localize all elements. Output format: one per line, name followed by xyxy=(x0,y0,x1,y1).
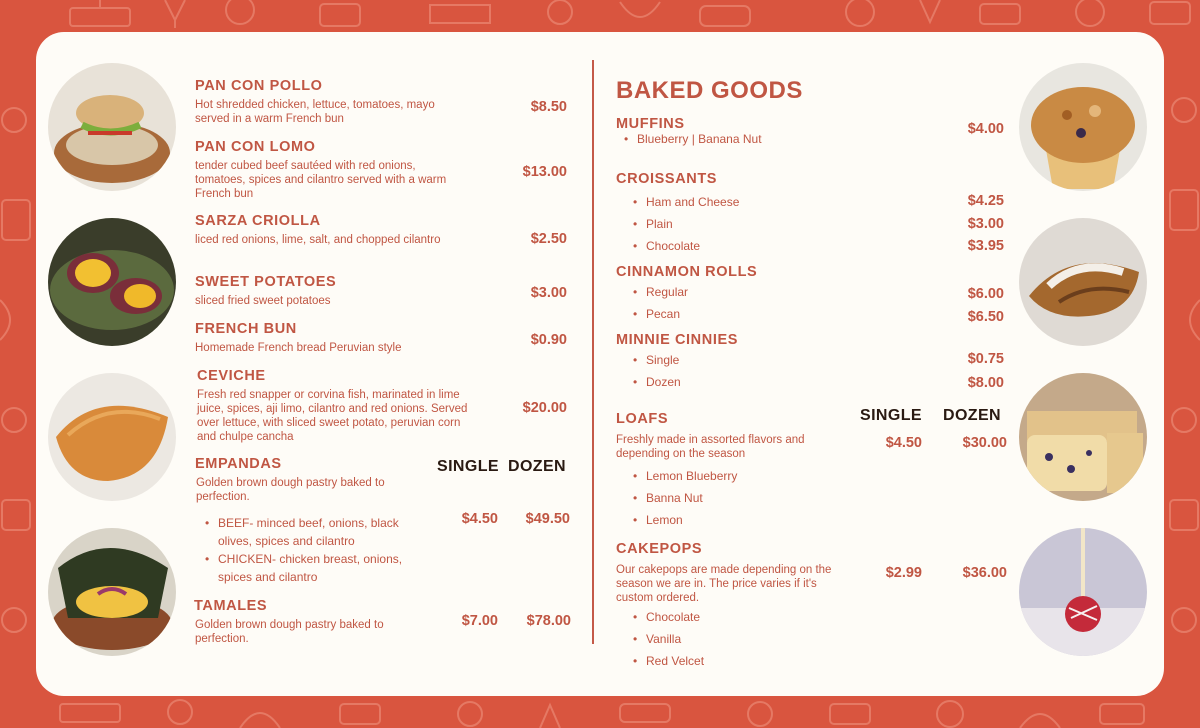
loafs-price-single: $4.50 xyxy=(885,435,922,451)
minnie-bullet-single: • Single xyxy=(646,353,679,367)
cinnamon-bullet-pecan: • Pecan xyxy=(646,307,680,321)
tamale-photo xyxy=(48,528,176,656)
cakepop-photo xyxy=(1019,528,1147,656)
sweet-potato-photo xyxy=(48,218,176,346)
item-price-sweet-potatoes: $3.00 xyxy=(530,285,567,301)
minnie-price-single: $0.75 xyxy=(967,351,1004,367)
item-name-french-bun: FRENCH BUN xyxy=(195,321,297,337)
muffins-price: $4.00 xyxy=(967,121,1004,137)
item-desc-french-bun: Homemade French bread Peruvian style xyxy=(195,342,402,354)
croissant-photo xyxy=(1019,218,1147,346)
item-name-muffins: MUFFINS xyxy=(616,116,685,132)
item-name-sarza-criolla: SARZA CRIOLLA xyxy=(195,213,321,229)
item-desc-pan-con-pollo: Hot shredded chicken, lettuce, tomatoes, mayo served in a warm French bun xyxy=(195,99,435,125)
item-desc-loafs: Freshly made in assorted flavors and depending on the season xyxy=(616,434,805,460)
item-desc-sweet-potatoes: sliced fried sweet potatoes xyxy=(195,295,331,307)
croissants-price-chocolate: $3.95 xyxy=(967,238,1004,254)
item-name-pan-con-lomo: PAN CON LOMO xyxy=(195,139,316,155)
cakepops-bullet-vanilla: • Vanilla xyxy=(646,632,681,646)
loaf-photo xyxy=(1019,373,1147,501)
tamales-price-single: $7.00 xyxy=(461,613,498,629)
cakepops-price-dozen: $36.00 xyxy=(962,565,1007,581)
column-header-dozen-right: DOZEN xyxy=(943,407,1001,424)
column-header-single-left: SINGLE xyxy=(437,458,499,475)
cakepops-bullet-red-velcet: • Red Velcet xyxy=(646,654,704,668)
croissants-price-ham-cheese: $4.25 xyxy=(967,193,1004,209)
loafs-bullet-banna-nut: • Banna Nut xyxy=(646,491,703,505)
muffins-bullet: • Blueberry | Banana Nut xyxy=(637,132,762,146)
item-price-french-bun: $0.90 xyxy=(530,332,567,348)
column-header-dozen-left: DOZEN xyxy=(508,458,566,475)
cakepops-bullet-chocolate: • Chocolate xyxy=(646,610,700,624)
item-desc-pan-con-lomo: tender cubed beef sautéed with red onions, tomatoes, spices and cilantro served with a warm French bun xyxy=(195,160,447,200)
croissants-bullet-ham-cheese: • Ham and Cheese xyxy=(646,195,739,209)
item-name-tamales: TAMALES xyxy=(194,598,268,614)
muffin-photo xyxy=(1019,63,1147,191)
empandas-price-single: $4.50 xyxy=(461,511,498,527)
cakepops-price-single: $2.99 xyxy=(885,565,922,581)
item-price-sarza-criolla: $2.50 xyxy=(530,231,567,247)
item-name-ceviche: CEVICHE xyxy=(197,368,266,384)
item-price-pan-con-pollo: $8.50 xyxy=(530,99,567,115)
cinnamon-bullet-regular: • Regular xyxy=(646,285,688,299)
croissants-price-plain: $3.00 xyxy=(967,216,1004,232)
minnie-price-dozen: $8.00 xyxy=(967,375,1004,391)
item-name-sweet-potatoes: SWEET POTATOES xyxy=(195,274,337,290)
minnie-bullet-dozen: • Dozen xyxy=(646,375,681,389)
sandwich-photo xyxy=(48,63,176,191)
loafs-bullet-lemon: • Lemon xyxy=(646,513,683,527)
croissants-bullet-chocolate: • Chocolate xyxy=(646,239,700,253)
item-name-minnie-cinnies: MINNIE CINNIES xyxy=(616,332,738,348)
item-desc-empandas: Golden brown dough pastry baked to perfection. xyxy=(196,477,385,503)
column-header-single-right: SINGLE xyxy=(860,407,922,424)
empandas-bullet-chicken: • CHICKEN- chicken breast, onions, spices and cilantro xyxy=(218,550,428,586)
item-name-cinnamon-rolls: CINNAMON ROLLS xyxy=(616,264,758,280)
empanada-photo xyxy=(48,373,176,501)
loafs-bullet-lemon-blueberry: • Lemon Blueberry xyxy=(646,469,737,483)
cinnamon-price-pecan: $6.50 xyxy=(967,309,1004,325)
item-price-ceviche: $20.00 xyxy=(522,400,567,416)
item-name-pan-con-pollo: PAN CON POLLO xyxy=(195,78,323,94)
item-desc-tamales: Golden brown dough pastry baked to perfection. xyxy=(195,619,384,645)
item-name-empandas: EMPANDAS xyxy=(195,456,282,472)
item-desc-sarza-criolla: liced red onions, lime, salt, and chopped cilantro xyxy=(195,234,441,246)
croissants-bullet-plain: • Plain xyxy=(646,217,673,231)
loafs-price-dozen: $30.00 xyxy=(962,435,1007,451)
item-name-loafs: LOAFS xyxy=(616,411,669,427)
section-title-baked-goods: BAKED GOODS xyxy=(616,77,803,104)
item-price-pan-con-lomo: $13.00 xyxy=(522,164,567,180)
item-name-cakepops: CAKEPOPS xyxy=(616,541,703,557)
tamales-price-dozen: $78.00 xyxy=(526,613,571,629)
cinnamon-price-regular: $6.00 xyxy=(967,286,1004,302)
item-desc-cakepops: Our cakepops are made depending on the season we are in. The price varies if it's custom ordered. xyxy=(616,564,832,604)
empandas-price-dozen: $49.50 xyxy=(525,511,570,527)
item-name-croissants: CROISSANTS xyxy=(616,171,718,187)
empandas-bullet-beef: • BEEF- minced beef, onions, black olives, spices and cilantro xyxy=(218,514,428,550)
item-desc-ceviche: Fresh red snapper or corvina fish, marinated in lime juice, spices, aji limo, cilantro and red onions. Served over lettuce, with sliced sweet potato, peruvian corn and chulpe cancha xyxy=(197,389,468,443)
column-divider xyxy=(592,60,594,644)
